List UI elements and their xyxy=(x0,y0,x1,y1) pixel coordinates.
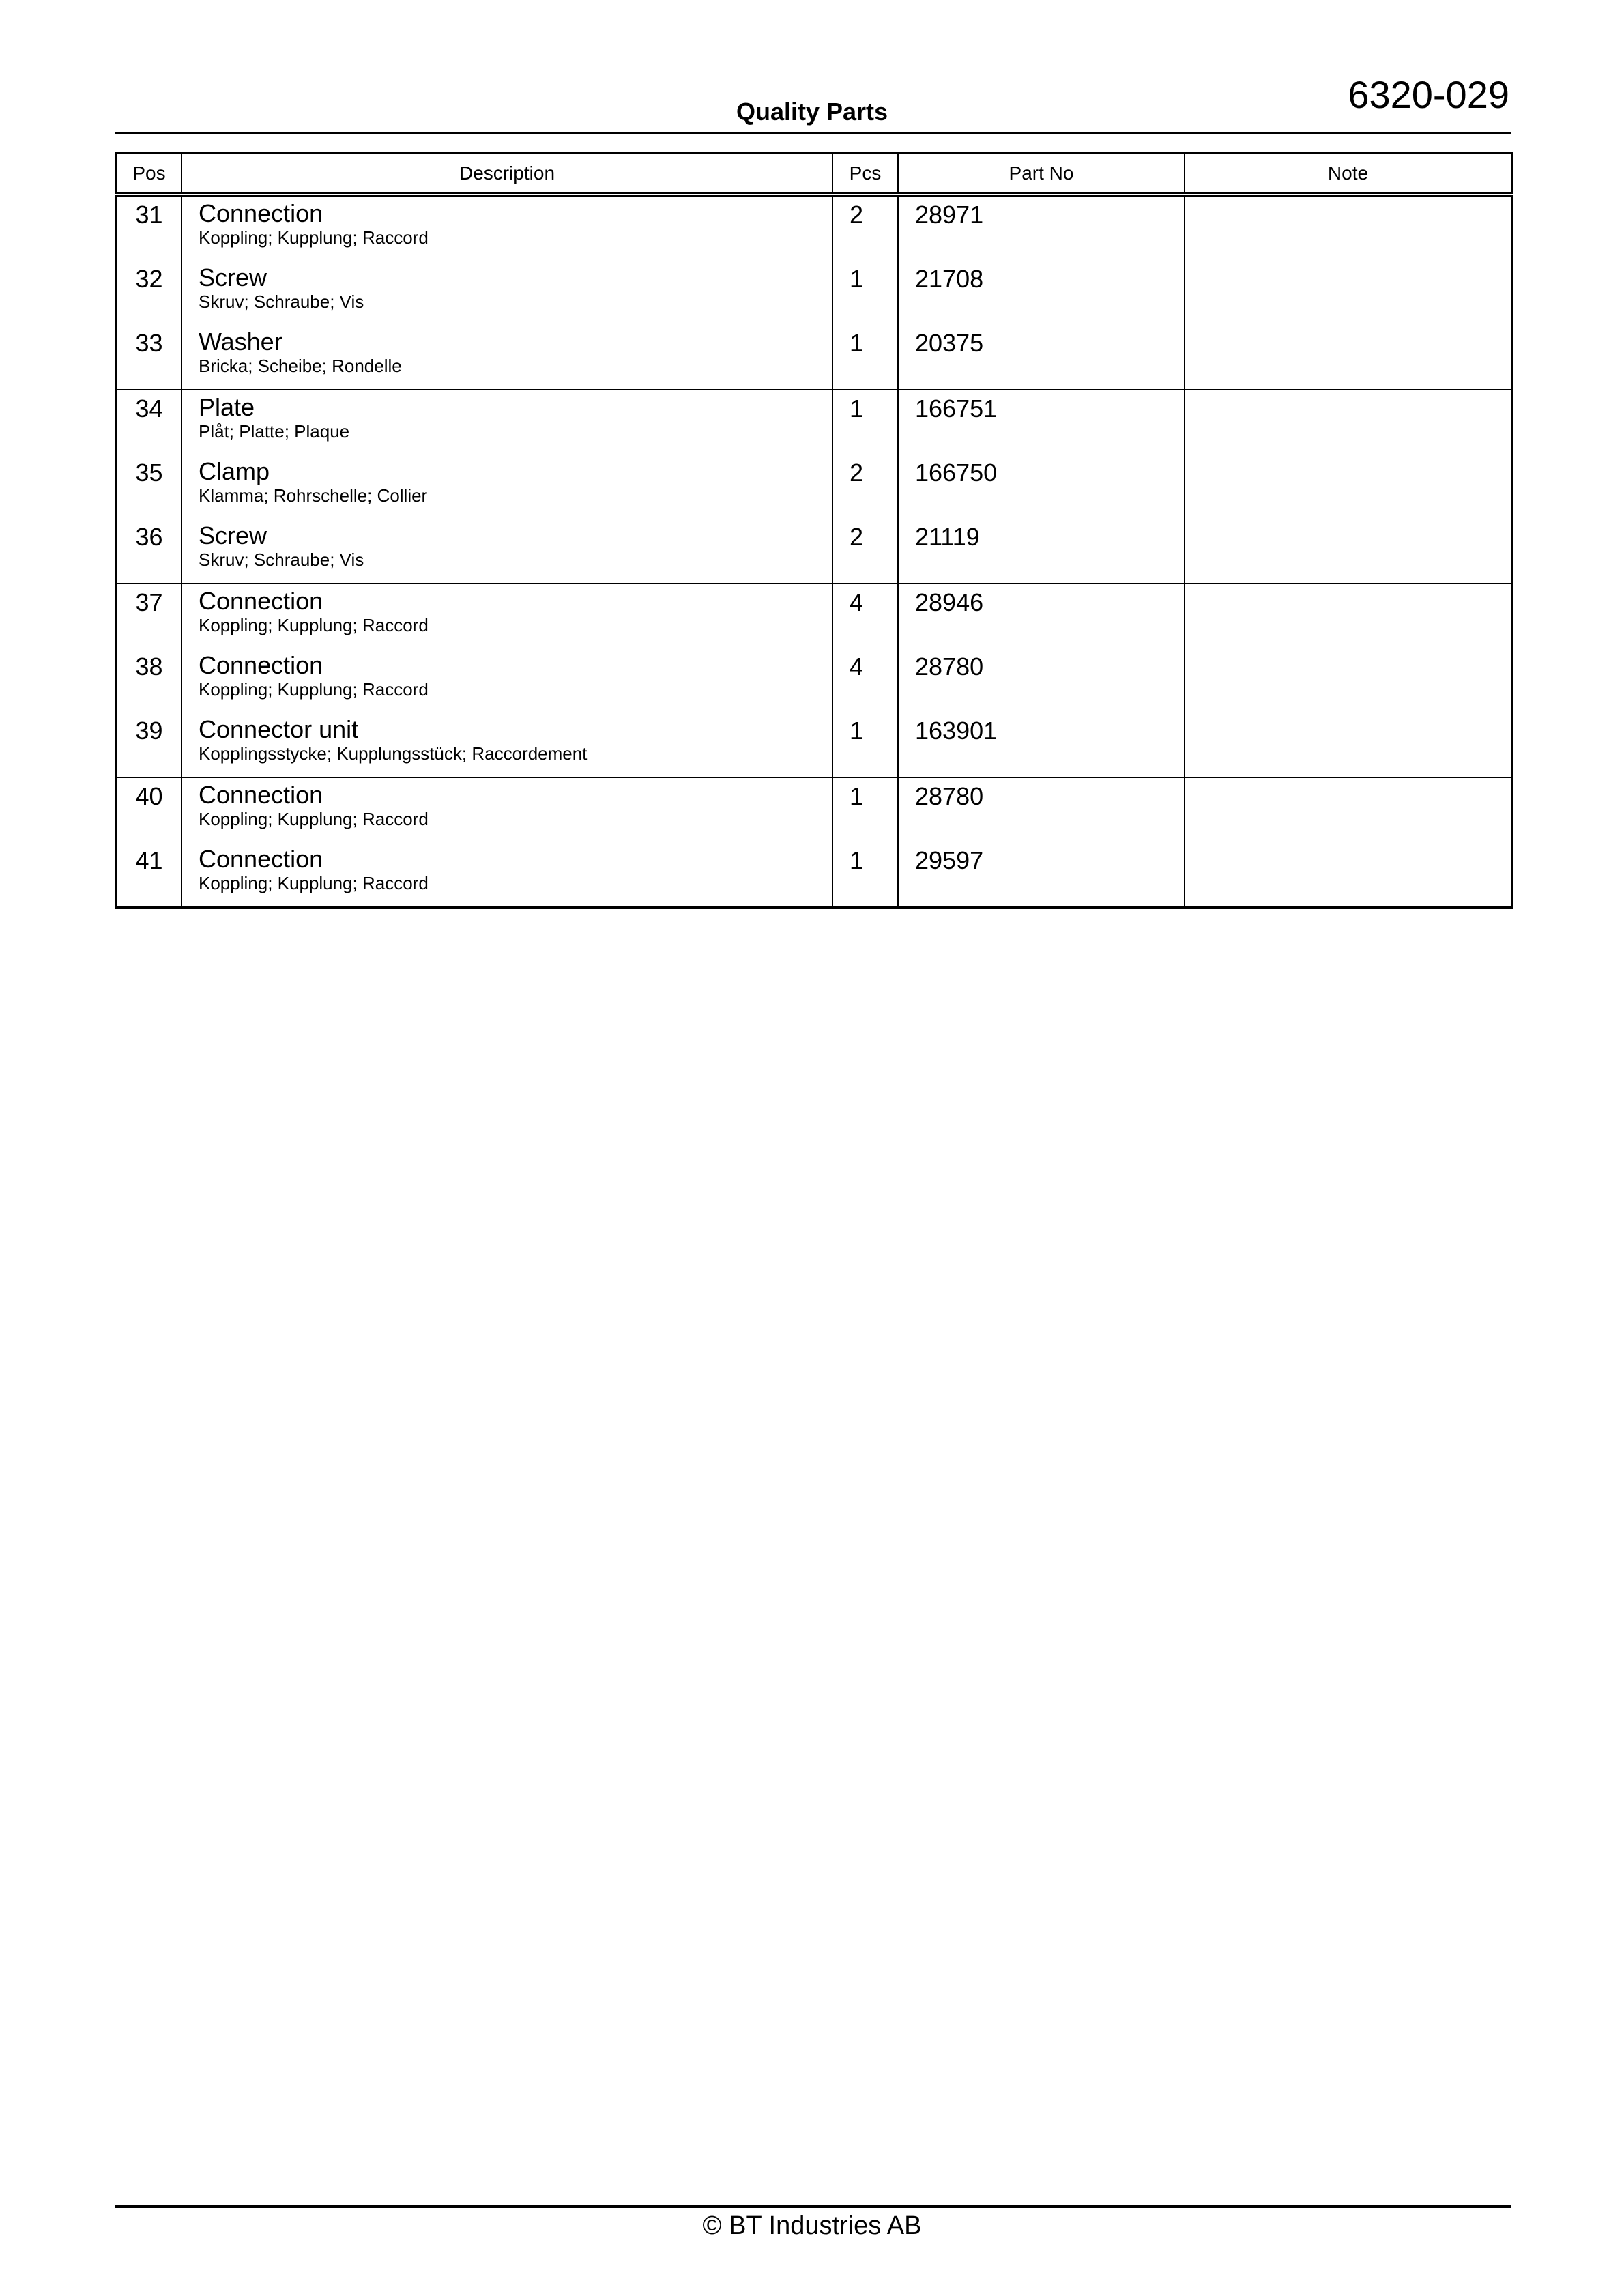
description-cell xyxy=(182,455,832,519)
pcs-cell: 1 xyxy=(832,390,898,455)
part-no-cell: 28946 xyxy=(898,584,1185,648)
pos-cell: 32 xyxy=(135,265,163,293)
pcs-cell: 1 xyxy=(832,842,898,908)
note-cell xyxy=(1185,455,1512,519)
pos-cell: 39 xyxy=(116,713,182,777)
part-translations: Koppling; Kupplung; Raccord xyxy=(199,873,429,893)
document-number: 6320-029 xyxy=(1348,73,1509,116)
part-name: Connection xyxy=(199,781,323,809)
table-row xyxy=(116,713,1512,777)
pcs-cell: 1 xyxy=(832,777,898,842)
note-cell xyxy=(1185,648,1512,713)
part-no-cell: 28971 xyxy=(898,195,1185,261)
description-cell xyxy=(182,325,832,390)
pcs-cell: 2 xyxy=(832,195,898,261)
pcs-cell: 1 xyxy=(832,713,898,777)
table-row xyxy=(116,325,1512,390)
description-cell xyxy=(182,519,832,584)
part-name: Connection xyxy=(199,199,323,227)
part-no-cell: 21708 xyxy=(898,261,1185,325)
pos-cell: 41 xyxy=(135,846,163,874)
part-name: Screw xyxy=(199,521,267,549)
pos-cell: 40 xyxy=(135,782,163,810)
column-header-pos: Pos xyxy=(116,153,182,195)
pos-cell: 37 xyxy=(135,588,163,616)
description-cell xyxy=(182,648,832,713)
table-row xyxy=(116,584,1512,648)
header-divider xyxy=(115,132,1511,134)
part-translations: Koppling; Kupplung; Raccord xyxy=(199,679,429,700)
description-cell xyxy=(182,390,832,455)
parts-table xyxy=(115,152,1513,909)
column-header-part-no: Part No xyxy=(898,153,1185,195)
part-no-cell: 20375 xyxy=(898,325,1185,390)
part-no-cell: 28780 xyxy=(898,777,1185,842)
part-name: Connector unit xyxy=(199,715,359,743)
pos-cell: 34 xyxy=(135,394,163,422)
pcs-cell: 1 xyxy=(832,261,898,325)
part-no-cell: 163901 xyxy=(898,713,1185,777)
pcs-cell: 2 xyxy=(832,519,898,584)
description-cell xyxy=(182,195,832,261)
pos-cell: 38 xyxy=(135,652,163,680)
part-name: Connection xyxy=(199,845,323,873)
part-no-cell: 29597 xyxy=(898,842,1185,908)
part-no-cell: 166750 xyxy=(898,455,1185,519)
part-translations: Koppling; Kupplung; Raccord xyxy=(199,809,429,829)
part-translations: Skruv; Schraube; Vis xyxy=(199,291,364,312)
table-row xyxy=(116,261,1512,325)
note-cell xyxy=(1185,325,1512,390)
note-cell xyxy=(1185,195,1512,261)
part-no-cell: 166751 xyxy=(898,390,1185,455)
pos-cell: 35 xyxy=(135,459,163,487)
part-name: Washer xyxy=(199,328,282,356)
note-cell xyxy=(1185,519,1512,584)
table-row xyxy=(116,455,1512,519)
note-cell xyxy=(1185,777,1512,842)
note-cell xyxy=(1185,584,1512,648)
part-name: Connection xyxy=(199,651,323,679)
column-header-description: Description xyxy=(182,153,832,195)
pos-cell: 31 xyxy=(135,201,163,229)
part-name: Connection xyxy=(199,587,323,615)
table-row xyxy=(116,777,1512,842)
part-translations: Koppling; Kupplung; Raccord xyxy=(199,227,429,248)
part-translations: Klamma; Rohrschelle; Collier xyxy=(199,485,428,506)
note-cell xyxy=(1185,842,1512,908)
part-translations: Bricka; Scheibe; Rondelle xyxy=(199,356,402,376)
page-title: Quality Parts xyxy=(736,98,888,126)
column-header-note: Note xyxy=(1185,153,1512,195)
description-cell xyxy=(182,261,832,325)
note-cell xyxy=(1185,261,1512,325)
part-no-cell: 21119 xyxy=(898,519,1185,584)
table-row xyxy=(116,519,1512,584)
description-cell xyxy=(182,713,832,777)
note-cell xyxy=(1185,713,1512,777)
part-no-cell: 28780 xyxy=(898,648,1185,713)
table-row xyxy=(116,842,1512,908)
part-translations: Plåt; Platte; Plaque xyxy=(199,421,350,442)
footer-divider xyxy=(115,2205,1511,2208)
table-header-row xyxy=(116,153,1512,195)
table-row xyxy=(116,195,1512,261)
copyright-notice: © BT Industries AB xyxy=(702,2211,922,2240)
part-name: Plate xyxy=(199,393,255,421)
part-translations: Skruv; Schraube; Vis xyxy=(199,549,364,570)
part-name: Screw xyxy=(199,263,267,291)
pcs-cell: 4 xyxy=(832,648,898,713)
part-translations: Kopplingsstycke; Kupplungsstück; Raccordement xyxy=(199,743,588,764)
table-row xyxy=(116,390,1512,455)
pos-cell: 36 xyxy=(116,519,182,584)
description-cell xyxy=(182,777,832,842)
table-row xyxy=(116,648,1512,713)
column-header-pcs: Pcs xyxy=(832,153,898,195)
pcs-cell: 1 xyxy=(832,325,898,390)
pos-cell: 33 xyxy=(116,325,182,390)
part-name: Clamp xyxy=(199,457,270,485)
pcs-cell: 2 xyxy=(832,455,898,519)
part-translations: Koppling; Kupplung; Raccord xyxy=(199,615,429,635)
note-cell xyxy=(1185,390,1512,455)
pcs-cell: 4 xyxy=(832,584,898,648)
description-cell xyxy=(182,584,832,648)
description-cell xyxy=(182,842,832,908)
